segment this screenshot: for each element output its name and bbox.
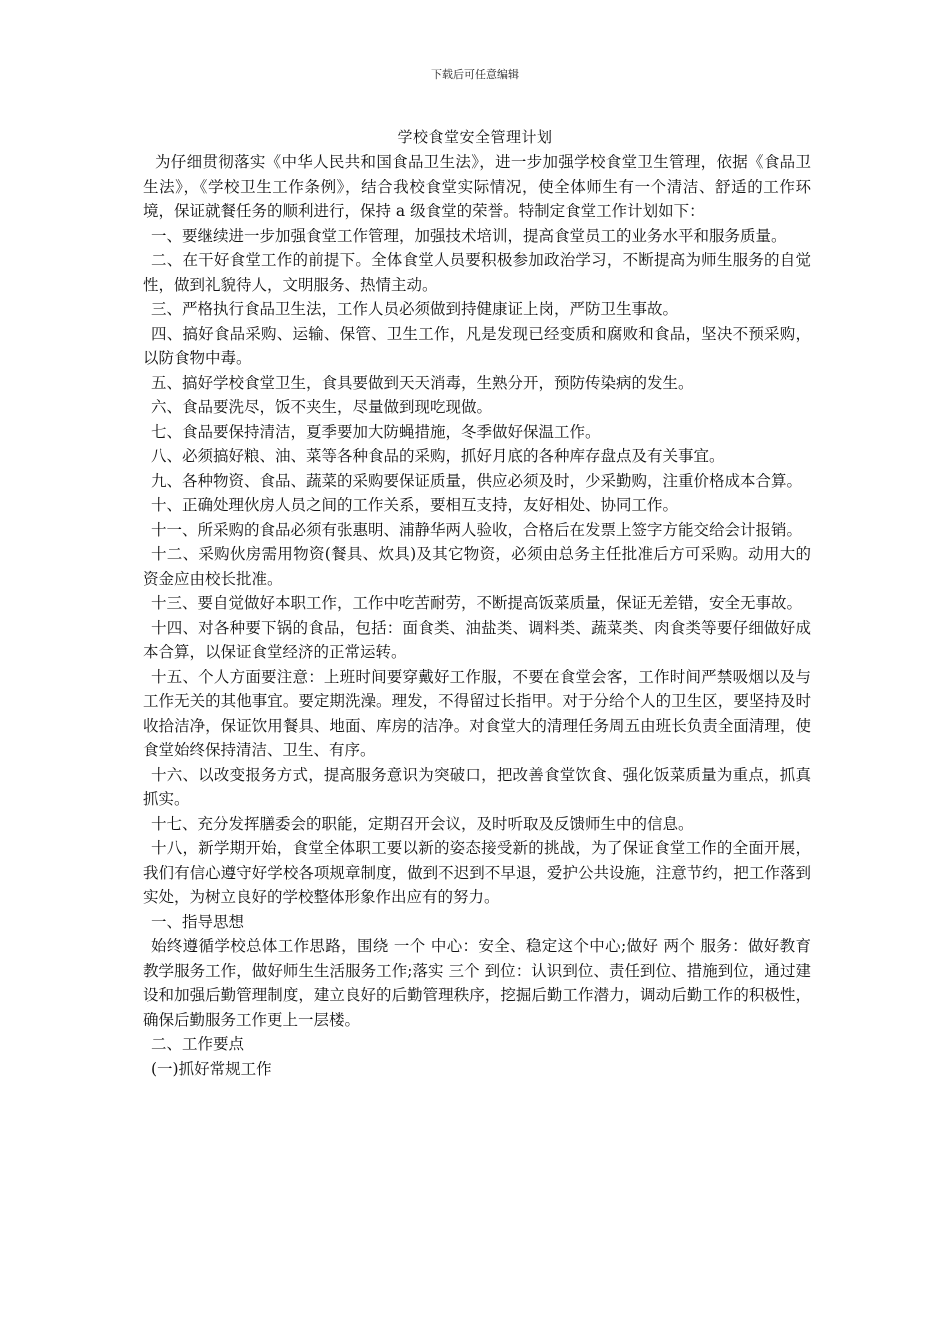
paragraph-item-11: 十一、所采购的食品必须有张惠明、浦静华两人验收，合格后在发票上签字方能交给会计报销。	[151, 520, 803, 539]
paragraph-item-6: 六、食品要洗尽，饭不夹生，尽量做到现吃现做。	[151, 398, 493, 416]
paragraph-item-2: 二、在干好食堂工作的前提下。全体食堂人员要积极参加政治学习，不断提高为师生服务的自觉性，做到礼貌待人，文明服务、热情主动。	[143, 251, 811, 294]
document-body	[143, 150, 811, 1081]
paragraph-item-15: 十五、个人方面要注意：上班时间要穿戴好工作服，不要在食堂会客，工作时间严禁吸烟以及与工作无关的其他事宜。要定期洗澡。理发，不得留过长指甲。对于分给个人的卫生区，要坚持及时收拾洁净，保证饮用餐具、地面、库房的洁净。对食堂大的清理任务周五由班长负责全面清理，使食堂始终保持清洁、卫生、有序。	[143, 667, 811, 759]
paragraph-item-1: 一、要继续进一步加强食堂工作管理，加强技术培训，提高食堂员工的业务水平和服务质量。	[151, 226, 787, 245]
document-title: 学校食堂安全管理计划	[397, 128, 553, 146]
paragraph-item-17: 十七、充分发挥膳委会的职能，定期召开会议，及时听取及反馈师生中的信息。	[151, 814, 694, 833]
paragraph-intro: 为仔细贯彻落实《中华人民共和国食品卫生法》，进一步加强学校食堂卫生管理，依据《食品卫生法》，《学校卫生工作条例》，结合我校食堂实际情况，使全体师生有一个清洁、舒适的工作环境，保证就餐任务的顺利进行，保持 a 级食堂的荣誉。特制定食堂工作计划如下：	[143, 153, 811, 220]
paragraph-item-8: 八、必须搞好粮、油、菜等各种食品的采购，抓好月底的各种库存盘点及有关事宜。	[151, 447, 725, 465]
paragraph-item-14: 十四、对各种要下锅的食品，包括：面食类、油盐类、调料类、蔬菜类、肉食类等要仔细做好成本合算，以保证食堂经济的正常运转。	[143, 618, 811, 661]
header-note: 下载后可任意编辑	[431, 68, 519, 81]
subsection-heading-routine-work: (一)抓好常规工作	[151, 1059, 272, 1078]
paragraph-item-10: 十、正确处理伙房人员之间的工作关系，要相互支持，友好相处、协同工作。	[151, 496, 679, 514]
paragraph-item-7: 七、食品要保持清洁，夏季要加大防蝇措施，冬季做好保温工作。	[151, 422, 601, 441]
section-heading-guiding-thought: 一、指导思想	[151, 912, 245, 931]
paragraph-item-12: 十二、采购伙房需用物资(餐具、炊具)及其它物资，必须由总务主任批准后方可采购。动用大的资金应由校长批准。	[143, 545, 811, 588]
paragraph-guiding-thought: 始终遵循学校总体工作思路，围绕 一个 中心：安全、稳定这个中心;做好 两个 服务：做好教育教学服务工作，做好师生生活服务工作;落实 三个 到位：认识到位、责任到位、措施到位，通过建设和加强后勤管理制度，建立良好的后勤管理秩序，挖掘后勤工作潜力，调动后勤工作的积极性，确保后勤服务工作更上一层楼。	[143, 937, 811, 1029]
paragraph-item-16: 十六、以改变报务方式，提高服务意识为突破口，把改善食堂饮食、强化饭菜质量为重点，抓真抓实。	[143, 765, 811, 808]
paragraph-item-9: 九、各种物资、食品、蔬菜的采购要保证质量，供应必须及时，少采勤购，注重价格成本合算。	[151, 471, 803, 490]
paragraph-item-13: 十三、要自觉做好本职工作，工作中吃苦耐劳，不断提高饭菜质量，保证无差错，安全无事故。	[151, 594, 803, 612]
paragraph-item-3: 三、严格执行食品卫生法，工作人员必须做到持健康证上岗，严防卫生事故。	[151, 300, 679, 318]
paragraph-item-5: 五、搞好学校食堂卫生，食具要做到天天消毒，生熟分开，预防传染病的发生。	[151, 373, 694, 392]
section-heading-work-points: 二、工作要点	[151, 1035, 245, 1053]
paragraph-item-18: 十八，新学期开始，食堂全体职工要以新的姿态接受新的挑战，为了保证食堂工作的全面开展，我们有信心遵守好学校各项规章制度，做到不迟到不早退，爱护公共设施，注意节约，把工作落到实处，为树立良好的学校整体形象作出应有的努力。	[143, 839, 811, 906]
paragraph-item-4: 四、搞好食品采购、运输、保管、卫生工作，凡是发现已经变质和腐败和食品，坚决不预采购，以防食物中毒。	[143, 324, 811, 367]
